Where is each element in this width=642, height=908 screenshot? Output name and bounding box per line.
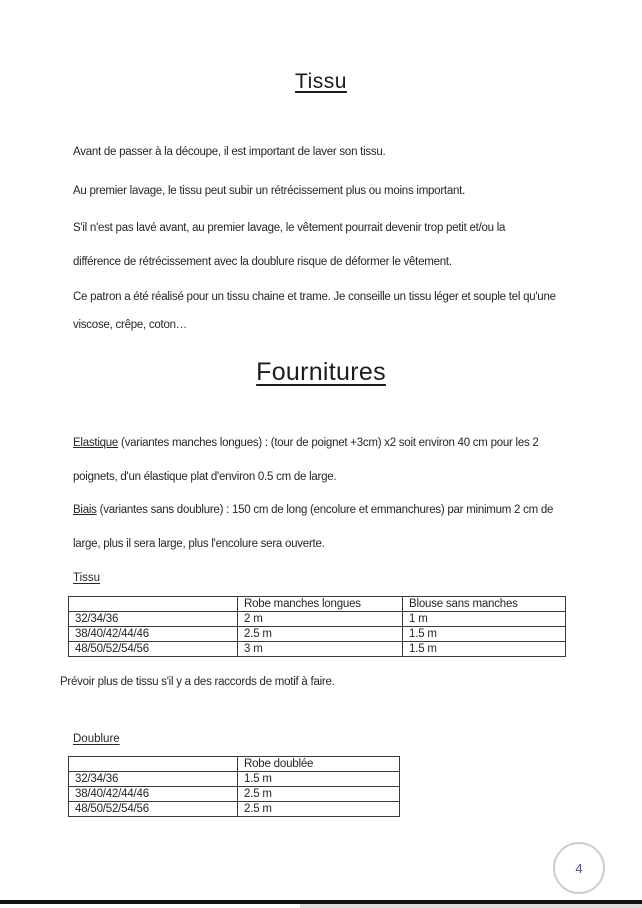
table-header-cell: Robe manches longues <box>238 597 403 612</box>
size-cell: 38/40/42/44/46 <box>69 787 238 802</box>
size-cell: 32/34/36 <box>69 612 238 627</box>
value-cell: 1.5 m <box>238 772 400 787</box>
elastique-label: Elastique <box>73 437 119 449</box>
paragraph-shrink-line2: différence de rétrécissement avec la doublure risque de déformer le vêtement. <box>73 256 452 268</box>
table-row <box>69 787 400 802</box>
elastique-text: (variantes manches longues) : (tour de poignet +3cm) x2 soit environ 40 cm pour les 2 <box>118 437 539 449</box>
size-cell: 48/50/52/54/56 <box>69 642 238 657</box>
paragraph-biais-line2: large, plus il sera large, plus l'encolure sera ouverte. <box>73 538 325 550</box>
paragraph-biais-line1 <box>73 504 553 516</box>
value-cell: 1.5 m <box>403 642 566 657</box>
size-cell: 38/40/42/44/46 <box>69 627 238 642</box>
paragraph-shrink-line1: S'il n'est pas lavé avant, au premier lavage, le vêtement pourrait devenir trop petit et/ou la <box>73 222 506 234</box>
table-row <box>69 802 400 817</box>
paragraph-fabric-advice-line1: Ce patron a été réalisé pour un tissu chaine et trame. Je conseille un tissu léger et souple tel qu'une <box>73 291 556 303</box>
value-cell: 2.5 m <box>238 787 400 802</box>
table-row <box>69 642 566 657</box>
paragraph-first-wash: Au premier lavage, le tissu peut subir un rétrécissement plus ou moins important. <box>73 185 466 197</box>
value-cell: 2.5 m <box>238 627 403 642</box>
paragraph-elastique-line1 <box>73 437 539 449</box>
biais-text: (variantes sans doublure) : 150 cm de long (encolure et emmanchures) par minimum 2 cm de <box>96 504 554 516</box>
value-cell: 2.5 m <box>238 802 400 817</box>
table-row <box>69 772 400 787</box>
value-cell: 1.5 m <box>403 627 566 642</box>
value-cell: 1 m <box>403 612 566 627</box>
size-cell: 48/50/52/54/56 <box>69 802 238 817</box>
value-cell: 2 m <box>238 612 403 627</box>
table-header-cell <box>69 597 238 612</box>
paragraph-elastique-line2: poignets, d'un élastique plat d'environ 0.5 cm de large. <box>73 471 337 483</box>
paragraph-wash-intro: Avant de passer à la découpe, il est important de laver son tissu. <box>73 146 386 158</box>
value-cell: 3 m <box>238 642 403 657</box>
page-number-badge <box>553 842 605 894</box>
page-number: 4 <box>575 860 583 876</box>
page-title: Tissu <box>295 70 347 93</box>
table-header-row <box>69 757 400 772</box>
section-title-fournitures: Fournitures <box>256 358 386 386</box>
subhead-tissu: Tissu <box>73 572 101 584</box>
fabric-quantity-table <box>68 596 566 657</box>
table-header-cell <box>69 757 238 772</box>
table-header-cell: Robe doublée <box>238 757 400 772</box>
lining-quantity-table <box>68 756 400 817</box>
note-pattern-matching: Prévoir plus de tissu s'il y a des raccords de motif à faire. <box>60 676 335 688</box>
table-row <box>69 612 566 627</box>
table-header-cell: Blouse sans manches <box>403 597 566 612</box>
paragraph-fabric-advice-line2: viscose, crêpe, coton… <box>73 319 188 331</box>
table-header-row <box>69 597 566 612</box>
table-row <box>69 627 566 642</box>
size-cell: 32/34/36 <box>69 772 238 787</box>
biais-label: Biais <box>73 504 97 516</box>
subhead-doublure: Doublure <box>73 733 120 745</box>
bottom-edge-shadow <box>300 904 642 908</box>
